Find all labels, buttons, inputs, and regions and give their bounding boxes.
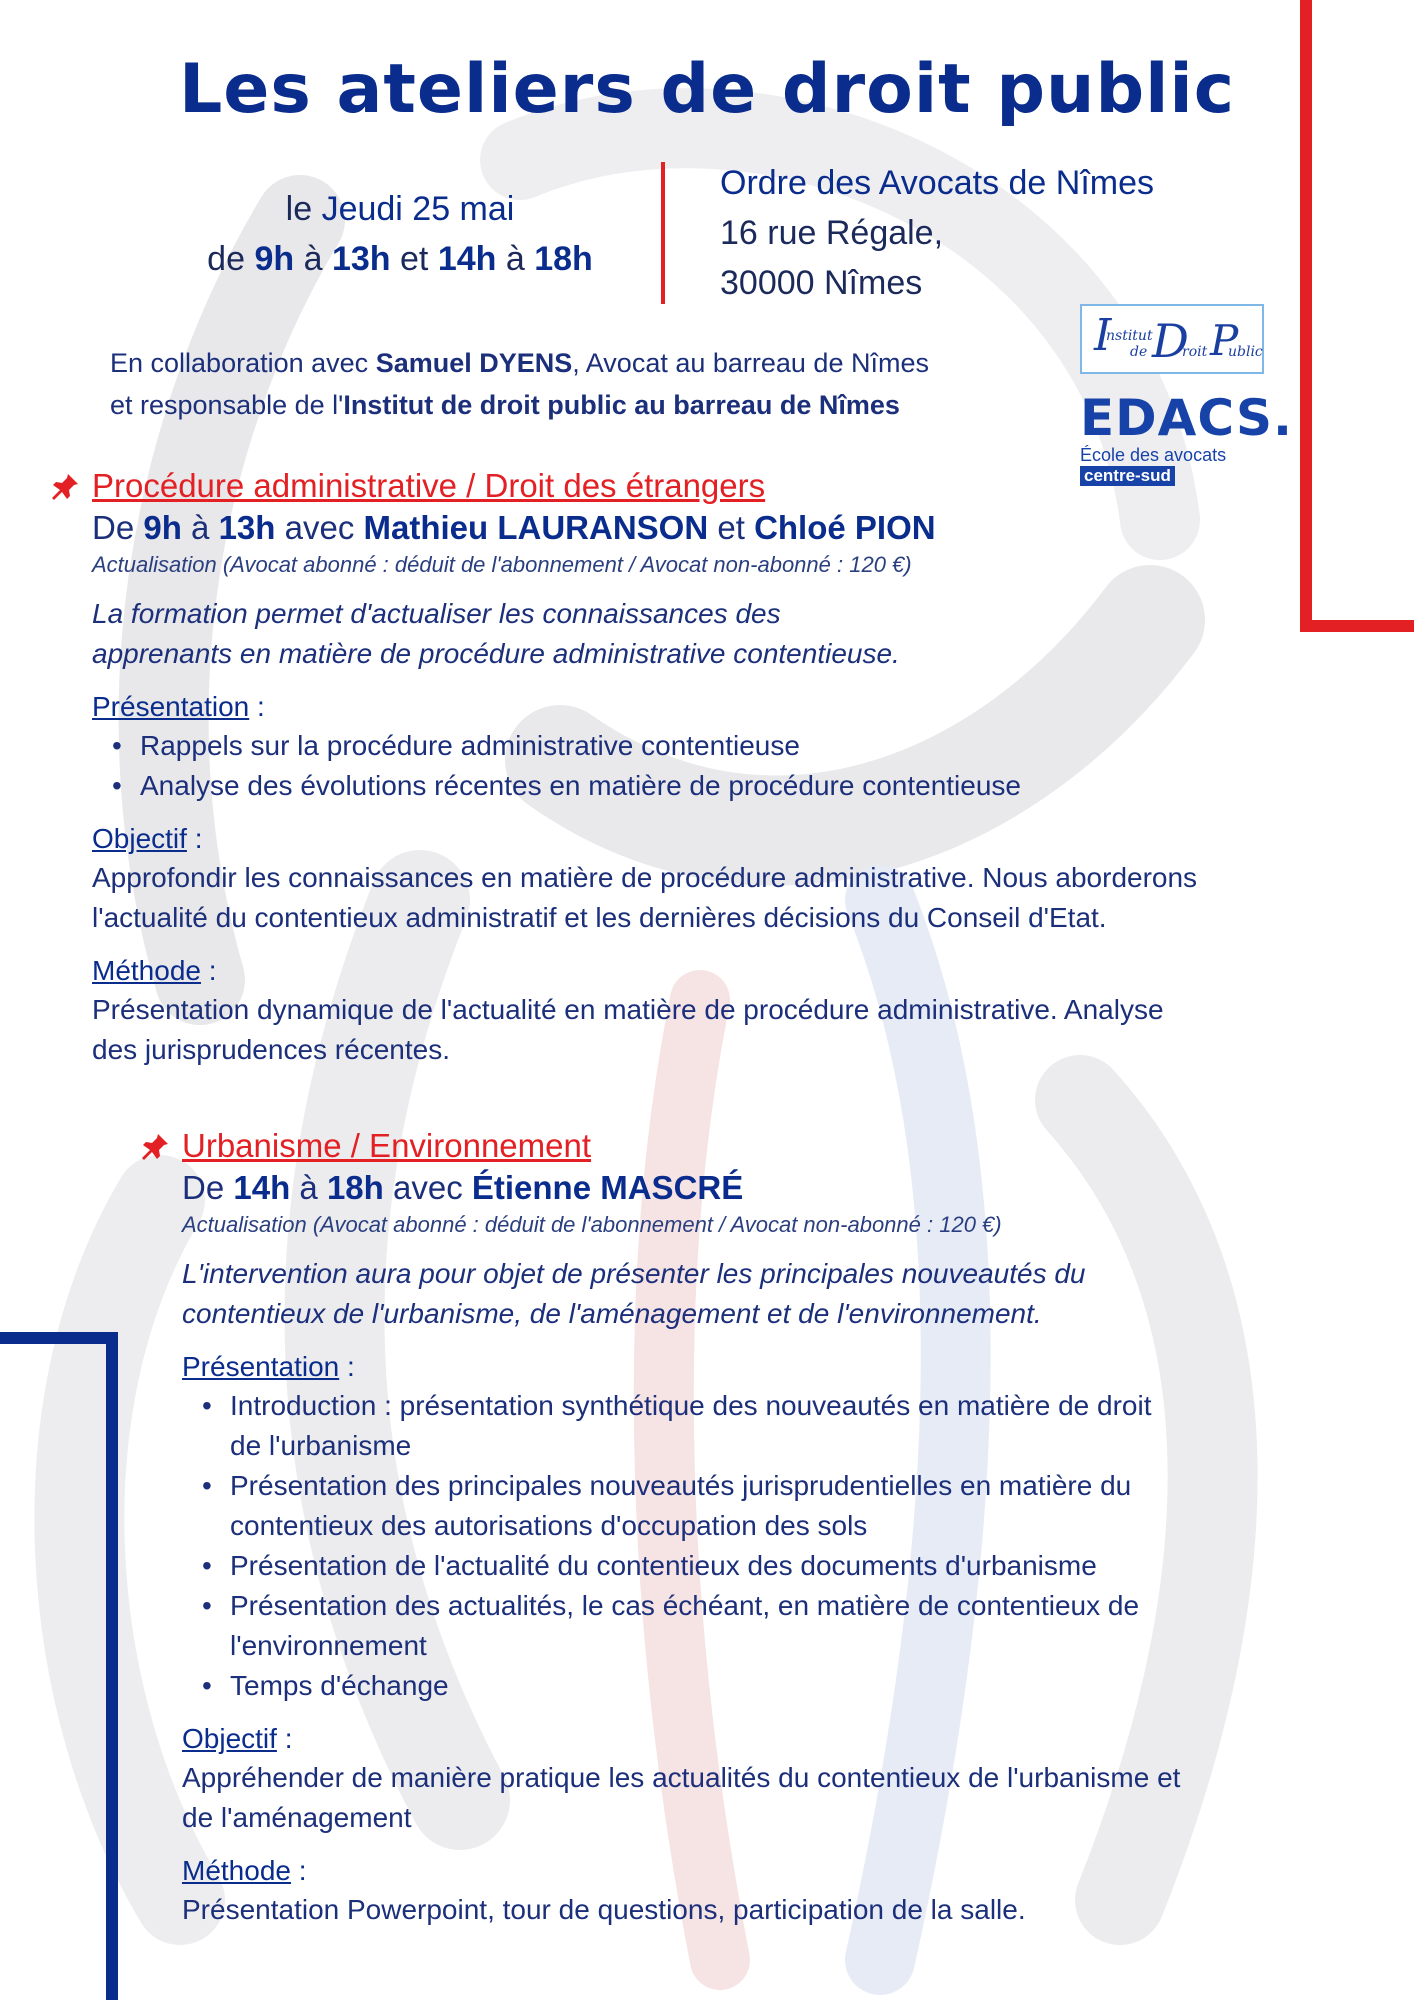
objective-line: Appréhender de manière pratique les actualités du contentieux de l'urbanisme et bbox=[182, 1762, 1181, 1793]
section-1-objective bbox=[92, 858, 1392, 938]
collab-resp: et responsable de l' bbox=[110, 390, 344, 420]
time-line bbox=[150, 234, 650, 284]
institut-droit-public-logo bbox=[1080, 304, 1264, 374]
list-item bbox=[230, 1586, 1382, 1666]
pushpin-icon bbox=[50, 472, 80, 502]
schedule-and: et bbox=[717, 509, 745, 546]
label-colon: : bbox=[276, 1723, 293, 1754]
logo-letter: P bbox=[1210, 316, 1239, 365]
section-2-title: Urbanisme / Environnement bbox=[182, 1127, 592, 1164]
objective-line: de l'aménagement bbox=[182, 1802, 412, 1833]
logo-letter: D bbox=[1152, 314, 1189, 368]
label-text: Objectif bbox=[92, 823, 187, 854]
label-text: Objectif bbox=[182, 1723, 277, 1754]
list-item bbox=[230, 1546, 1382, 1586]
list-item-line: l'environnement bbox=[230, 1630, 427, 1661]
schedule-prefix: De bbox=[92, 509, 135, 546]
section-1-pricing: Actualisation (Avocat abonné : déduit de l'abonnement / Avocat non-abonné : 120 €) bbox=[92, 552, 912, 577]
page-title: Les ateliers de droit public bbox=[178, 50, 1236, 129]
section-1-presentation-label bbox=[92, 688, 1392, 726]
time-end-1: 13h bbox=[331, 240, 391, 278]
logo-word: roit bbox=[1182, 344, 1208, 360]
summary-line: L'intervention aura pour objet de présenter les principales nouveautés du bbox=[182, 1258, 1086, 1289]
speaker-name: Étienne MASCRÉ bbox=[471, 1169, 744, 1206]
list-item-line: contentieux des autorisations d'occupation des sols bbox=[230, 1510, 868, 1541]
section-1-method-label bbox=[92, 952, 1392, 990]
section-2-objective-label bbox=[182, 1720, 1382, 1758]
section-2-method-label bbox=[182, 1852, 1382, 1890]
section-2-summary bbox=[182, 1254, 1382, 1334]
schedule-prefix: De bbox=[182, 1169, 225, 1206]
header-divider bbox=[661, 162, 665, 304]
summary-line: apprenants en matière de procédure administrative contentieuse. bbox=[92, 638, 900, 669]
collab-role: , Avocat au barreau de Nîmes bbox=[572, 348, 929, 378]
time-prefix: de bbox=[207, 240, 245, 278]
collab-line-2 bbox=[110, 384, 1070, 426]
section-urbanisme bbox=[182, 1126, 1382, 1930]
venue-city: 30000 Nîmes bbox=[720, 264, 923, 302]
logo-word: de bbox=[1130, 344, 1148, 360]
list-item-line: • Temps d'échange bbox=[230, 1670, 449, 1701]
schedule-start: 9h bbox=[143, 509, 182, 546]
event-date-block bbox=[150, 184, 650, 284]
section-2-objective bbox=[182, 1758, 1382, 1838]
objective-line: Approfondir les connaissances en matière de procédure administrative. Nous aborderons bbox=[92, 862, 1198, 893]
method-line: des jurisprudences récentes. bbox=[92, 1034, 450, 1065]
speaker-name: Mathieu LAURANSON bbox=[363, 509, 709, 546]
method-line: Présentation dynamique de l'actualité en matière de procédure administrative. Analyse bbox=[92, 994, 1164, 1025]
logo-letter: I bbox=[1094, 310, 1112, 361]
label-colon: : bbox=[290, 1855, 307, 1886]
section-2-presentation-list bbox=[230, 1386, 1382, 1706]
label-text: Présentation bbox=[92, 691, 250, 722]
section-1-schedule bbox=[92, 506, 1392, 550]
list-item bbox=[230, 1666, 1382, 1706]
edacs-tag: centre-sud bbox=[1080, 466, 1175, 486]
label-colon: : bbox=[186, 823, 203, 854]
time-sep-2: à bbox=[505, 240, 525, 278]
list-item-line: • Présentation de l'actualité du contentieux des documents d'urbanisme bbox=[230, 1550, 1097, 1581]
section-2-pricing: Actualisation (Avocat abonné : déduit de l'abonnement / Avocat non-abonné : 120 €) bbox=[182, 1212, 1002, 1237]
schedule-with: avec bbox=[392, 1169, 463, 1206]
schedule-sep: à bbox=[191, 509, 210, 546]
list-item: • Rappels sur la procédure administrative contentieuse bbox=[140, 726, 1392, 766]
list-item bbox=[230, 1466, 1382, 1546]
objective-line: l'actualité du contentieux administratif et les dernières décisions du Conseil d'Etat. bbox=[92, 902, 1107, 933]
section-1-presentation-list bbox=[140, 726, 1392, 806]
schedule-with: avec bbox=[284, 509, 355, 546]
venue-block bbox=[720, 158, 1154, 308]
method-line: Présentation Powerpoint, tour de questions, participation de la salle. bbox=[182, 1894, 1026, 1925]
section-2-method bbox=[182, 1890, 1382, 1930]
summary-line: contentieux de l'urbanisme, de l'aménagement et de l'environnement. bbox=[182, 1298, 1042, 1329]
time-start-2: 14h bbox=[437, 240, 497, 278]
speaker-name: Chloé PION bbox=[754, 509, 936, 546]
list-item-line: • Présentation des actualités, le cas échéant, en matière de contentieux de bbox=[230, 1590, 1140, 1621]
time-start-1: 9h bbox=[254, 240, 295, 278]
label-text: Présentation bbox=[182, 1351, 340, 1382]
logo-word: nstitut bbox=[1106, 328, 1153, 344]
edacs-subtitle: École des avocats bbox=[1080, 445, 1227, 465]
section-2-schedule bbox=[182, 1166, 1382, 1210]
label-colon: : bbox=[249, 691, 265, 722]
collaboration-text bbox=[110, 342, 1070, 426]
section-1-title: Procédure administrative / Droit des étrangers bbox=[92, 467, 766, 504]
collab-line-1 bbox=[110, 342, 1070, 384]
venue-street: 16 rue Régale, bbox=[720, 214, 944, 252]
list-item-line: • Présentation des principales nouveautés jurisprudentielles en matière du bbox=[230, 1470, 1132, 1501]
list-item-line: de l'urbanisme bbox=[230, 1430, 412, 1461]
list-item-line: • Introduction : présentation synthétique des nouveautés en matière de droit bbox=[230, 1390, 1152, 1421]
schedule-start: 14h bbox=[233, 1169, 291, 1206]
pushpin-icon bbox=[140, 1132, 170, 1162]
time-and: et bbox=[400, 240, 429, 278]
section-1-method bbox=[92, 990, 1392, 1070]
collab-intro: En collaboration avec bbox=[110, 348, 369, 378]
venue-organization: Ordre des Avocats de Nîmes bbox=[720, 164, 1155, 202]
label-text: Méthode bbox=[92, 955, 201, 986]
list-item: • Analyse des évolutions récentes en matière de procédure contentieuse bbox=[140, 766, 1392, 806]
date-line bbox=[150, 184, 650, 234]
date-prefix: le bbox=[285, 190, 313, 228]
list-item bbox=[230, 1386, 1382, 1466]
logo-word: ublic bbox=[1228, 344, 1263, 360]
time-sep-1: à bbox=[303, 240, 323, 278]
section-1-objective-label bbox=[92, 820, 1392, 858]
schedule-end: 13h bbox=[218, 509, 276, 546]
summary-line: La formation permet d'actualiser les connaissances des bbox=[92, 598, 781, 629]
time-end-2: 18h bbox=[534, 240, 593, 278]
section-procedure-administrative bbox=[92, 466, 1392, 1070]
section-1-summary bbox=[92, 594, 1392, 674]
label-colon: : bbox=[339, 1351, 355, 1382]
section-2-presentation-label bbox=[182, 1348, 1382, 1386]
schedule-sep: à bbox=[299, 1169, 318, 1206]
event-date: Jeudi 25 mai bbox=[321, 190, 515, 228]
label-colon: : bbox=[200, 955, 217, 986]
collab-name: Samuel DYENS bbox=[375, 348, 573, 378]
label-text: Méthode bbox=[182, 1855, 291, 1886]
collab-institute: Institut de droit public au barreau de Nîmes bbox=[343, 390, 900, 420]
schedule-end: 18h bbox=[326, 1169, 384, 1206]
edacs-brand: EDACS. bbox=[1080, 389, 1293, 447]
